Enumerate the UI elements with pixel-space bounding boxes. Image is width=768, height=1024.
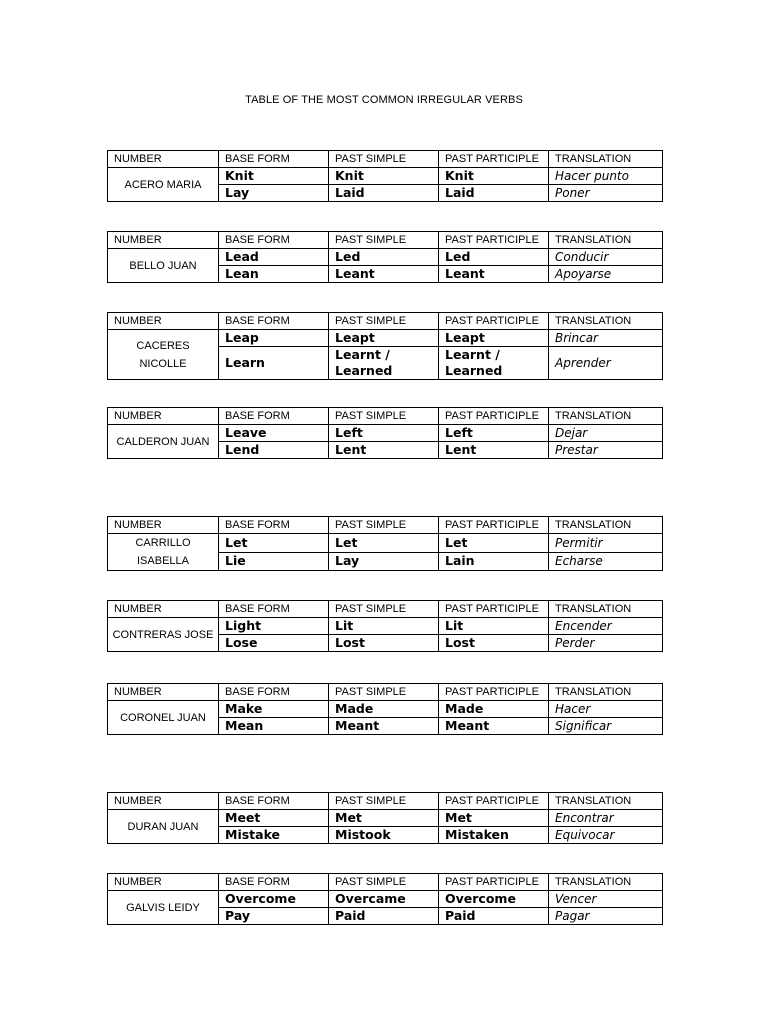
column-header: PAST PARTICIPLE <box>439 232 549 249</box>
past-simple-cell: Lay <box>329 552 439 571</box>
past-simple-cell: Left <box>329 425 439 442</box>
column-header: NUMBER <box>108 793 219 810</box>
column-header: BASE FORM <box>219 684 329 701</box>
column-header: PAST PARTICIPLE <box>439 874 549 891</box>
document-title: TABLE OF THE MOST COMMON IRREGULAR VERBS <box>245 94 523 106</box>
table-row <box>108 618 663 635</box>
table-header-row <box>108 517 663 534</box>
verb-table <box>107 312 663 380</box>
table-header-row <box>108 793 663 810</box>
past-simple-cell: Made <box>329 701 439 718</box>
verb-table <box>107 873 663 925</box>
column-header: BASE FORM <box>219 313 329 330</box>
base-form-cell: Leave <box>219 425 329 442</box>
column-header: NUMBER <box>108 601 219 618</box>
column-header: PAST SIMPLE <box>329 313 439 330</box>
student-name: CONTRERAS JOSE <box>108 618 219 652</box>
table-header-row <box>108 232 663 249</box>
translation-cell: Significar <box>549 718 663 735</box>
verb-table <box>107 150 663 202</box>
verb-table <box>107 231 663 283</box>
table-header-row <box>108 408 663 425</box>
past-simple-cell: Mistook <box>329 827 439 844</box>
past-participle-cell: Knit <box>439 168 549 185</box>
verb-table <box>107 516 663 571</box>
translation-cell: Conducir <box>549 249 663 266</box>
verb-table <box>107 600 663 652</box>
base-form-cell: Let <box>219 534 329 553</box>
student-name: DURAN JUAN <box>108 810 219 844</box>
past-participle-cell: Laid <box>439 185 549 202</box>
base-form-cell: Meet <box>219 810 329 827</box>
base-form-cell: Lend <box>219 442 329 459</box>
column-header: TRANSLATION <box>549 313 663 330</box>
translation-cell: Perder <box>549 635 663 652</box>
past-participle-cell: Met <box>439 810 549 827</box>
past-participle-cell: Lain <box>439 552 549 571</box>
column-header: BASE FORM <box>219 874 329 891</box>
past-simple-cell: Led <box>329 249 439 266</box>
column-header: PAST SIMPLE <box>329 408 439 425</box>
table-row <box>108 534 663 553</box>
column-header: PAST SIMPLE <box>329 793 439 810</box>
column-header: TRANSLATION <box>549 408 663 425</box>
base-form-cell: Learn <box>219 347 329 380</box>
student-name: CACERES NICOLLE <box>108 330 219 380</box>
translation-cell: Hacer <box>549 701 663 718</box>
translation-cell: Encontrar <box>549 810 663 827</box>
past-participle-cell: Learnt / Learned <box>439 347 549 380</box>
base-form-cell: Light <box>219 618 329 635</box>
column-header: BASE FORM <box>219 151 329 168</box>
column-header: PAST SIMPLE <box>329 232 439 249</box>
column-header: NUMBER <box>108 874 219 891</box>
column-header: PAST SIMPLE <box>329 151 439 168</box>
table-header-row <box>108 601 663 618</box>
base-form-cell: Knit <box>219 168 329 185</box>
past-simple-cell: Leant <box>329 266 439 283</box>
past-participle-cell: Lost <box>439 635 549 652</box>
translation-cell: Pagar <box>549 908 663 925</box>
student-name: ACERO MARIA <box>108 168 219 202</box>
translation-cell: Aprender <box>549 347 663 380</box>
column-header: TRANSLATION <box>549 517 663 534</box>
table-header-row <box>108 313 663 330</box>
base-form-cell: Leap <box>219 330 329 347</box>
column-header: BASE FORM <box>219 517 329 534</box>
past-simple-cell: Learnt / Learned <box>329 347 439 380</box>
column-header: TRANSLATION <box>549 684 663 701</box>
column-header: PAST PARTICIPLE <box>439 408 549 425</box>
translation-cell: Brincar <box>549 330 663 347</box>
column-header: PAST PARTICIPLE <box>439 601 549 618</box>
table-row <box>108 330 663 347</box>
column-header: NUMBER <box>108 232 219 249</box>
past-participle-cell: Lit <box>439 618 549 635</box>
past-simple-cell: Leapt <box>329 330 439 347</box>
base-form-cell: Pay <box>219 908 329 925</box>
column-header: NUMBER <box>108 684 219 701</box>
student-name: CORONEL JUAN <box>108 701 219 735</box>
past-participle-cell: Let <box>439 534 549 553</box>
column-header: PAST PARTICIPLE <box>439 684 549 701</box>
student-name: BELLO JUAN <box>108 249 219 283</box>
past-simple-cell: Laid <box>329 185 439 202</box>
base-form-cell: Lose <box>219 635 329 652</box>
base-form-cell: Lead <box>219 249 329 266</box>
column-header: BASE FORM <box>219 601 329 618</box>
column-header: NUMBER <box>108 517 219 534</box>
translation-cell: Dejar <box>549 425 663 442</box>
past-simple-cell: Knit <box>329 168 439 185</box>
past-participle-cell: Leant <box>439 266 549 283</box>
base-form-cell: Overcome <box>219 891 329 908</box>
translation-cell: Poner <box>549 185 663 202</box>
base-form-cell: Make <box>219 701 329 718</box>
base-form-cell: Mistake <box>219 827 329 844</box>
past-participle-cell: Lent <box>439 442 549 459</box>
past-simple-cell: Lent <box>329 442 439 459</box>
column-header: TRANSLATION <box>549 874 663 891</box>
translation-cell: Apoyarse <box>549 266 663 283</box>
table-header-row <box>108 874 663 891</box>
table-row <box>108 249 663 266</box>
past-simple-cell: Lost <box>329 635 439 652</box>
past-simple-cell: Let <box>329 534 439 553</box>
base-form-cell: Lean <box>219 266 329 283</box>
translation-cell: Encender <box>549 618 663 635</box>
table-row <box>108 891 663 908</box>
base-form-cell: Lay <box>219 185 329 202</box>
past-participle-cell: Meant <box>439 718 549 735</box>
table-header-row <box>108 151 663 168</box>
column-header: PAST SIMPLE <box>329 684 439 701</box>
column-header: NUMBER <box>108 151 219 168</box>
base-form-cell: Lie <box>219 552 329 571</box>
student-name: CALDERON JUAN <box>108 425 219 459</box>
table-header-row <box>108 684 663 701</box>
past-participle-cell: Paid <box>439 908 549 925</box>
past-participle-cell: Mistaken <box>439 827 549 844</box>
past-simple-cell: Meant <box>329 718 439 735</box>
translation-cell: Hacer punto <box>549 168 663 185</box>
column-header: PAST PARTICIPLE <box>439 313 549 330</box>
translation-cell: Equivocar <box>549 827 663 844</box>
table-row <box>108 701 663 718</box>
past-simple-cell: Met <box>329 810 439 827</box>
column-header: PAST PARTICIPLE <box>439 517 549 534</box>
verb-table <box>107 683 663 735</box>
column-header: PAST PARTICIPLE <box>439 793 549 810</box>
column-header: PAST SIMPLE <box>329 517 439 534</box>
column-header: TRANSLATION <box>549 793 663 810</box>
column-header: BASE FORM <box>219 232 329 249</box>
column-header: TRANSLATION <box>549 232 663 249</box>
student-name: GALVIS LEIDY <box>108 891 219 925</box>
student-name: CARRILLO ISABELLA <box>108 534 219 571</box>
column-header: TRANSLATION <box>549 601 663 618</box>
past-participle-cell: Leapt <box>439 330 549 347</box>
verb-table <box>107 407 663 459</box>
column-header: NUMBER <box>108 313 219 330</box>
column-header: BASE FORM <box>219 408 329 425</box>
translation-cell: Permitir <box>549 534 663 553</box>
past-simple-cell: Paid <box>329 908 439 925</box>
column-header: PAST SIMPLE <box>329 601 439 618</box>
table-row <box>108 168 663 185</box>
past-simple-cell: Lit <box>329 618 439 635</box>
base-form-cell: Mean <box>219 718 329 735</box>
column-header: BASE FORM <box>219 793 329 810</box>
column-header: NUMBER <box>108 408 219 425</box>
past-participle-cell: Overcome <box>439 891 549 908</box>
table-row <box>108 425 663 442</box>
past-participle-cell: Led <box>439 249 549 266</box>
column-header: PAST PARTICIPLE <box>439 151 549 168</box>
translation-cell: Vencer <box>549 891 663 908</box>
translation-cell: Prestar <box>549 442 663 459</box>
verb-table <box>107 792 663 844</box>
column-header: PAST SIMPLE <box>329 874 439 891</box>
translation-cell: Echarse <box>549 552 663 571</box>
column-header: TRANSLATION <box>549 151 663 168</box>
past-participle-cell: Left <box>439 425 549 442</box>
table-row <box>108 810 663 827</box>
past-participle-cell: Made <box>439 701 549 718</box>
past-simple-cell: Overcame <box>329 891 439 908</box>
